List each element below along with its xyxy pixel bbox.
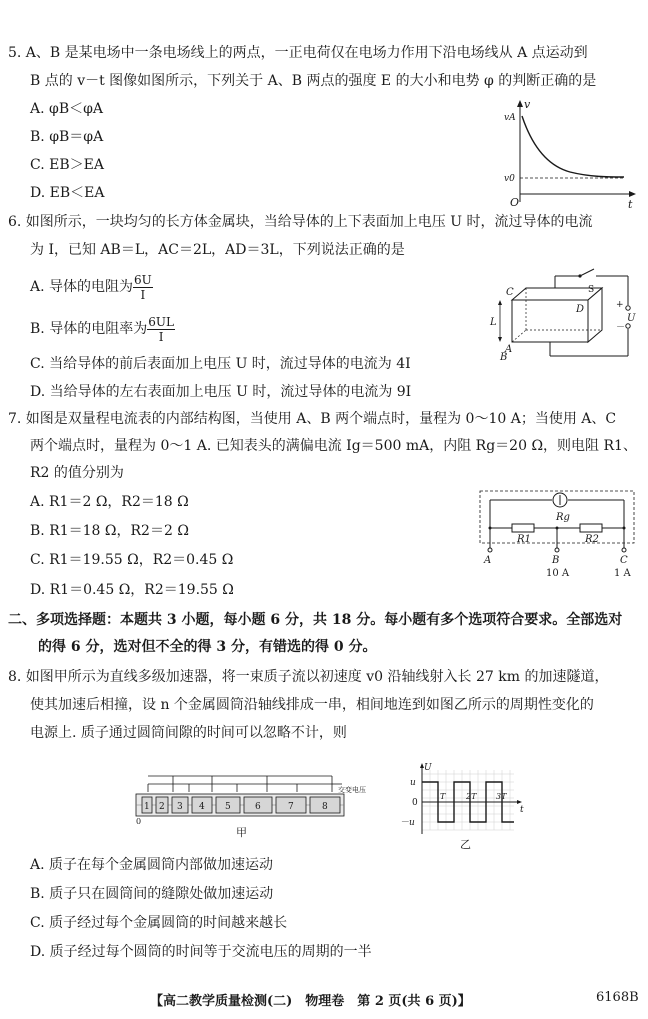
q8-tube-5-label: 5 [225, 802, 231, 812]
q8-voltage-waveform [398, 762, 528, 850]
q8-jia-caption: 甲 [236, 826, 247, 839]
q8-option-d: D. 质子经过每个圆筒的时间等于交流电压的周期的一半 [30, 944, 372, 960]
q5-t-axis-label: t [628, 198, 633, 211]
q8-stem-line3: 电源上. 质子通过圆筒间隙的时间可以忽略不计，则 [30, 725, 347, 741]
paper-code: 6168B [596, 990, 639, 1005]
page-footer: 【高二教学质量检测(二) 物理卷 第 2 页(共 6 页)】 [150, 994, 471, 1009]
q8-stem-line1: 8. 如图甲所示为直线多级加速器，将一束质子流以初速度 v0 沿轴线射入长 27 km 的加速隧道， [8, 669, 609, 685]
q6-stem-line2: 为 I，已知 AB＝L，AC＝2L，AD＝3L，下列说法正确的是 [30, 242, 405, 258]
q6-option-a-prefix: A. 导体的电阻为 [30, 279, 134, 295]
q8-t1-label: T [440, 792, 446, 801]
q7-dual-range-ammeter [474, 488, 640, 580]
q8-t3-label: 3T [496, 792, 507, 801]
q5-stem-line1: 5. A、B 是某电场中一条电场线上的两点，一正电荷仅在电场力作用下沿电场线从 A 点运动到 [8, 45, 588, 61]
q8-yi-caption: 乙 [460, 838, 471, 851]
q8-source-label: 交变电压 [338, 786, 366, 794]
q6-option-b-fraction [147, 315, 175, 344]
q6-stem-line1: 6. 如图所示，一块均匀的长方体金属块，当给导体的上下表面加上电压 U 时，流过导体的电流 [8, 214, 593, 230]
q7-label-a: A [484, 555, 492, 566]
q8-option-a: A. 质子在每个金属圆筒内部做加速运动 [30, 857, 274, 873]
q8-linear-accelerator-diagram [132, 770, 366, 840]
section2-heading-line1: 二、多项选择题：本题共 3 小题，每小题 6 分，共 18 分。每小题有多个选项符合要求。全部选对 [8, 612, 623, 628]
q5-vt-graph [498, 98, 638, 210]
section2-heading-line2: 的得 6 分，选对但不全的得 3 分，有错选的得 0 分。 [38, 639, 377, 655]
q6-label-minus: － [616, 323, 626, 333]
q8-option-b: B. 质子只在圆筒间的缝隙处做加速运动 [30, 886, 274, 902]
q8-tube-4-label: 4 [199, 802, 205, 812]
q5-option-d: D. EB＜EA [30, 185, 105, 201]
q8-stem-line2: 使其加速后相撞，设 n 个金属圆筒沿轴线排成一串，相间地连到如图乙所示的周期性变化的 [30, 697, 594, 713]
q8-tube-6-label: 6 [255, 802, 261, 812]
q6-label-a: A [505, 344, 513, 355]
q8-tube-7-label: 7 [288, 802, 294, 812]
q7-option-d: D. R1＝0.45 Ω，R2＝19.55 Ω [30, 582, 234, 598]
q7-option-a: A. R1＝2 Ω，R2＝18 Ω [30, 494, 189, 510]
q7-stem-line2: 两个端点时，量程为 0～1 A. 已知表头的满偏电流 Ig＝500 mA，内阻 Rg＝20 Ω，则电阻 R1、 [30, 438, 637, 454]
q7-option-c: C. R1＝19.55 Ω，R2＝0.45 Ω [30, 552, 234, 568]
q8-tube-8-label: 8 [322, 802, 328, 812]
q6-label-c: C [506, 287, 514, 298]
q6-option-d: D. 当给导体的左右表面加上电压 U 时，流过导体的电流为 9I [30, 384, 412, 400]
q6-metal-block-circuit [490, 262, 640, 362]
q8-u-axis-label: U [424, 763, 432, 773]
q6-option-a-numerator: 6U [134, 272, 152, 287]
q5-v0-label: v0 [504, 174, 515, 184]
q6-label-u: U [627, 313, 636, 324]
q8-tube-1-label: 1 [144, 802, 150, 812]
q8-tube-2-label: 2 [159, 802, 165, 812]
q8-option-c: C. 质子经过每个金属圆筒的时间越来越长 [30, 915, 288, 931]
q8-t2-label: 2T [466, 792, 477, 801]
q6-option-a-fraction [133, 273, 153, 302]
q5-origin-label: O [510, 196, 520, 209]
q8-t-axis-label: t [520, 805, 524, 815]
q7-option-b: B. R1＝18 Ω，R2＝2 Ω [30, 523, 189, 539]
q6-label-b: B [500, 352, 508, 363]
q6-label-s: S [588, 285, 595, 295]
q6-option-b [30, 314, 175, 344]
q8-u-level-label: u [410, 778, 416, 788]
q7-stem-line1: 7. 如图是双量程电流表的内部结构图，当使用 A、B 两个端点时，量程为 0～10 A；当使用 A、C [8, 411, 617, 427]
q6-option-b-numerator: 6UL [148, 314, 174, 329]
q8-neg-u-label: －u [400, 818, 415, 828]
q5-stem-line2: B 点的 v－t 图像如图所示，下列关于 A、B 两点的强度 E 的大小和电势 φ 的判断正确的是 [30, 73, 597, 89]
q5-option-c: C. EB＞EA [30, 157, 104, 173]
q7-label-b: B [552, 555, 560, 566]
q5-v-axis-label: v [524, 98, 531, 111]
q6-option-b-denominator: I [158, 329, 164, 344]
q5-option-a: A. φB＜φA [30, 101, 104, 117]
q7-range-c: 1 A [614, 568, 631, 579]
q6-option-a-denominator: I [140, 287, 146, 302]
q8-jia-zero-label: 0 [136, 817, 142, 826]
q7-label-r2: R2 [585, 534, 599, 545]
q7-label-c: C [620, 555, 628, 566]
q8-tube-3-label: 3 [177, 802, 183, 812]
q6-option-c: C. 当给导体的前后表面加上电压 U 时，流过导体的电流为 4I [30, 356, 411, 372]
q6-label-l: L [490, 317, 497, 328]
q7-label-r1: R1 [517, 534, 531, 545]
q7-range-b: 10 A [546, 568, 570, 579]
q5-option-b: B. φB＝φA [30, 129, 104, 145]
q7-stem-line3: R2 的值分别为 [30, 465, 124, 481]
q8-yi-zero-label: 0 [412, 798, 418, 808]
q6-option-a [30, 272, 153, 302]
q5-va-label: vA [504, 113, 516, 123]
q7-label-rg: Rg [556, 512, 570, 523]
q6-option-b-prefix: B. 导体的电阻率为 [30, 321, 148, 337]
q6-label-d: D [576, 304, 585, 315]
q6-label-plus: + [616, 300, 624, 310]
